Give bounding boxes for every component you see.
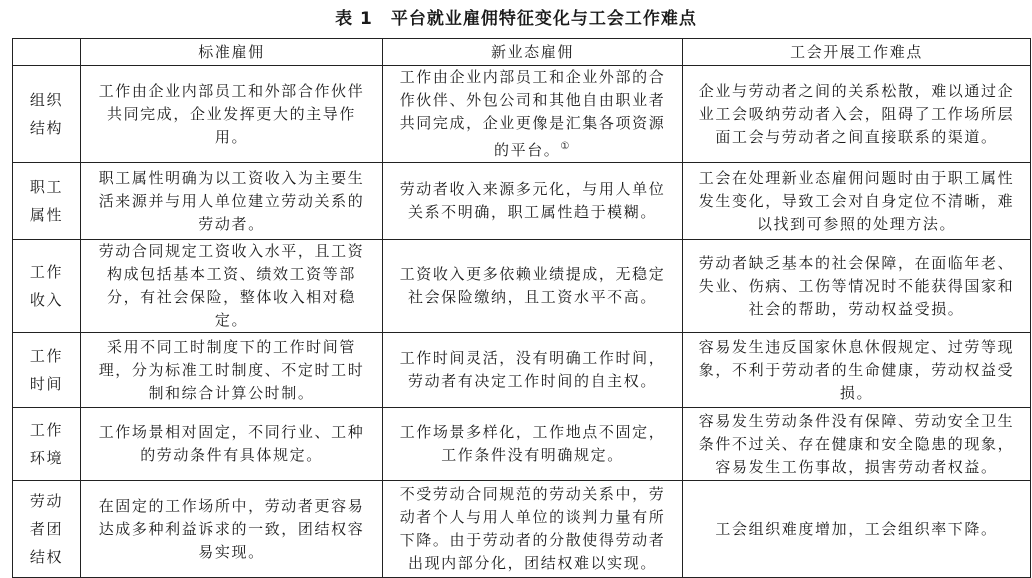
cell-new: 劳动者收入来源多元化，与用人单位关系不明确，职工属性趋于模糊。 <box>383 163 683 240</box>
header-difficulty: 工会开展工作难点 <box>683 39 1031 66</box>
footnote-marker[interactable]: ① <box>560 141 571 152</box>
table-row <box>13 408 1031 481</box>
table-row <box>13 333 1031 408</box>
cell-standard: 采用不同工时制度下的工作时间管理，分为标准工时制度、不定时工时制和综合计算公时制。 <box>81 333 383 408</box>
cell-difficulty: 容易发生违反国家休息休假规定、过劳等现象，不利于劳动者的生命健康，劳动权益受损。 <box>683 333 1031 408</box>
cell-standard: 职工属性明确为以工资收入为主要生活来源并与用人单位建立劳动关系的劳动者。 <box>81 163 383 240</box>
table-row <box>13 163 1031 240</box>
cell-difficulty: 劳动者缺乏基本的社会保障，在面临年老、失业、伤病、工伤等情况时不能获得国家和社会的帮助，劳动权益受损。 <box>683 240 1031 333</box>
header-new: 新业态雇佣 <box>383 39 683 66</box>
table-row <box>13 240 1031 333</box>
cell-difficulty: 工会在处理新业态雇佣问题时由于职工属性发生变化，导致工会对自身定位不清晰，难以找到可参照的处理方法。 <box>683 163 1031 240</box>
cell-new <box>383 66 683 163</box>
cell-new: 不受劳动合同规范的劳动关系中，劳动者个人与用人单位的谈判力量有所下降。由于劳动者的分散使得劳动者出现内部分化，团结权难以实现。 <box>383 481 683 578</box>
cell-difficulty: 容易发生劳动条件没有保障、劳动安全卫生条件不过关、存在健康和安全隐患的现象，容易发生工伤事故，损害劳动者权益。 <box>683 408 1031 481</box>
header-row <box>13 39 1031 66</box>
cell-standard: 在固定的工作场所中，劳动者更容易达成多种利益诉求的一致，团结权容易实现。 <box>81 481 383 578</box>
cell-new: 工作时间灵活，没有明确工作时间，劳动者有决定工作时间的自主权。 <box>383 333 683 408</box>
cell-standard: 工作场景相对固定，不同行业、工种的劳动条件有具体规定。 <box>81 408 383 481</box>
cell-standard: 工作由企业内部员工和外部合作伙伴共同完成，企业发挥更大的主导作用。 <box>81 66 383 163</box>
header-empty <box>13 39 81 66</box>
cell-difficulty: 工会组织难度增加，工会组织率下降。 <box>683 481 1031 578</box>
header-standard: 标准雇佣 <box>81 39 383 66</box>
table-row <box>13 66 1031 163</box>
row-label: 工作收入 <box>13 240 81 333</box>
cell-standard: 劳动合同规定工资收入水平，且工资构成包括基本工资、绩效工资等部分，有社会保险，整体收入相对稳定。 <box>81 240 383 333</box>
cell-new: 工资收入更多依赖业绩提成，无稳定社会保险缴纳，且工资水平不高。 <box>383 240 683 333</box>
row-label: 工作时间 <box>13 333 81 408</box>
row-label: 职工属性 <box>13 163 81 240</box>
cell-new: 工作场景多样化，工作地点不固定，工作条件没有明确规定。 <box>383 408 683 481</box>
row-label: 组织结构 <box>13 66 81 163</box>
cell-new-text: 工作由企业内部员工和企业外部的合作伙伴、外包公司和其他自由职业者共同完成，企业更像是汇集各项资源的平台。 <box>399 68 666 159</box>
table-row <box>13 481 1031 578</box>
row-label: 劳动者团结权 <box>13 481 81 578</box>
table-title: 表 1 平台就业雇佣特征变化与工会工作难点 <box>335 9 697 29</box>
cell-difficulty: 企业与劳动者之间的关系松散，难以通过企业工会吸纳劳动者入会，阻碍了工作场所层面工会与劳动者之间直接联系的渠道。 <box>683 66 1031 163</box>
row-label: 工作环境 <box>13 408 81 481</box>
comparison-table <box>12 38 1031 578</box>
